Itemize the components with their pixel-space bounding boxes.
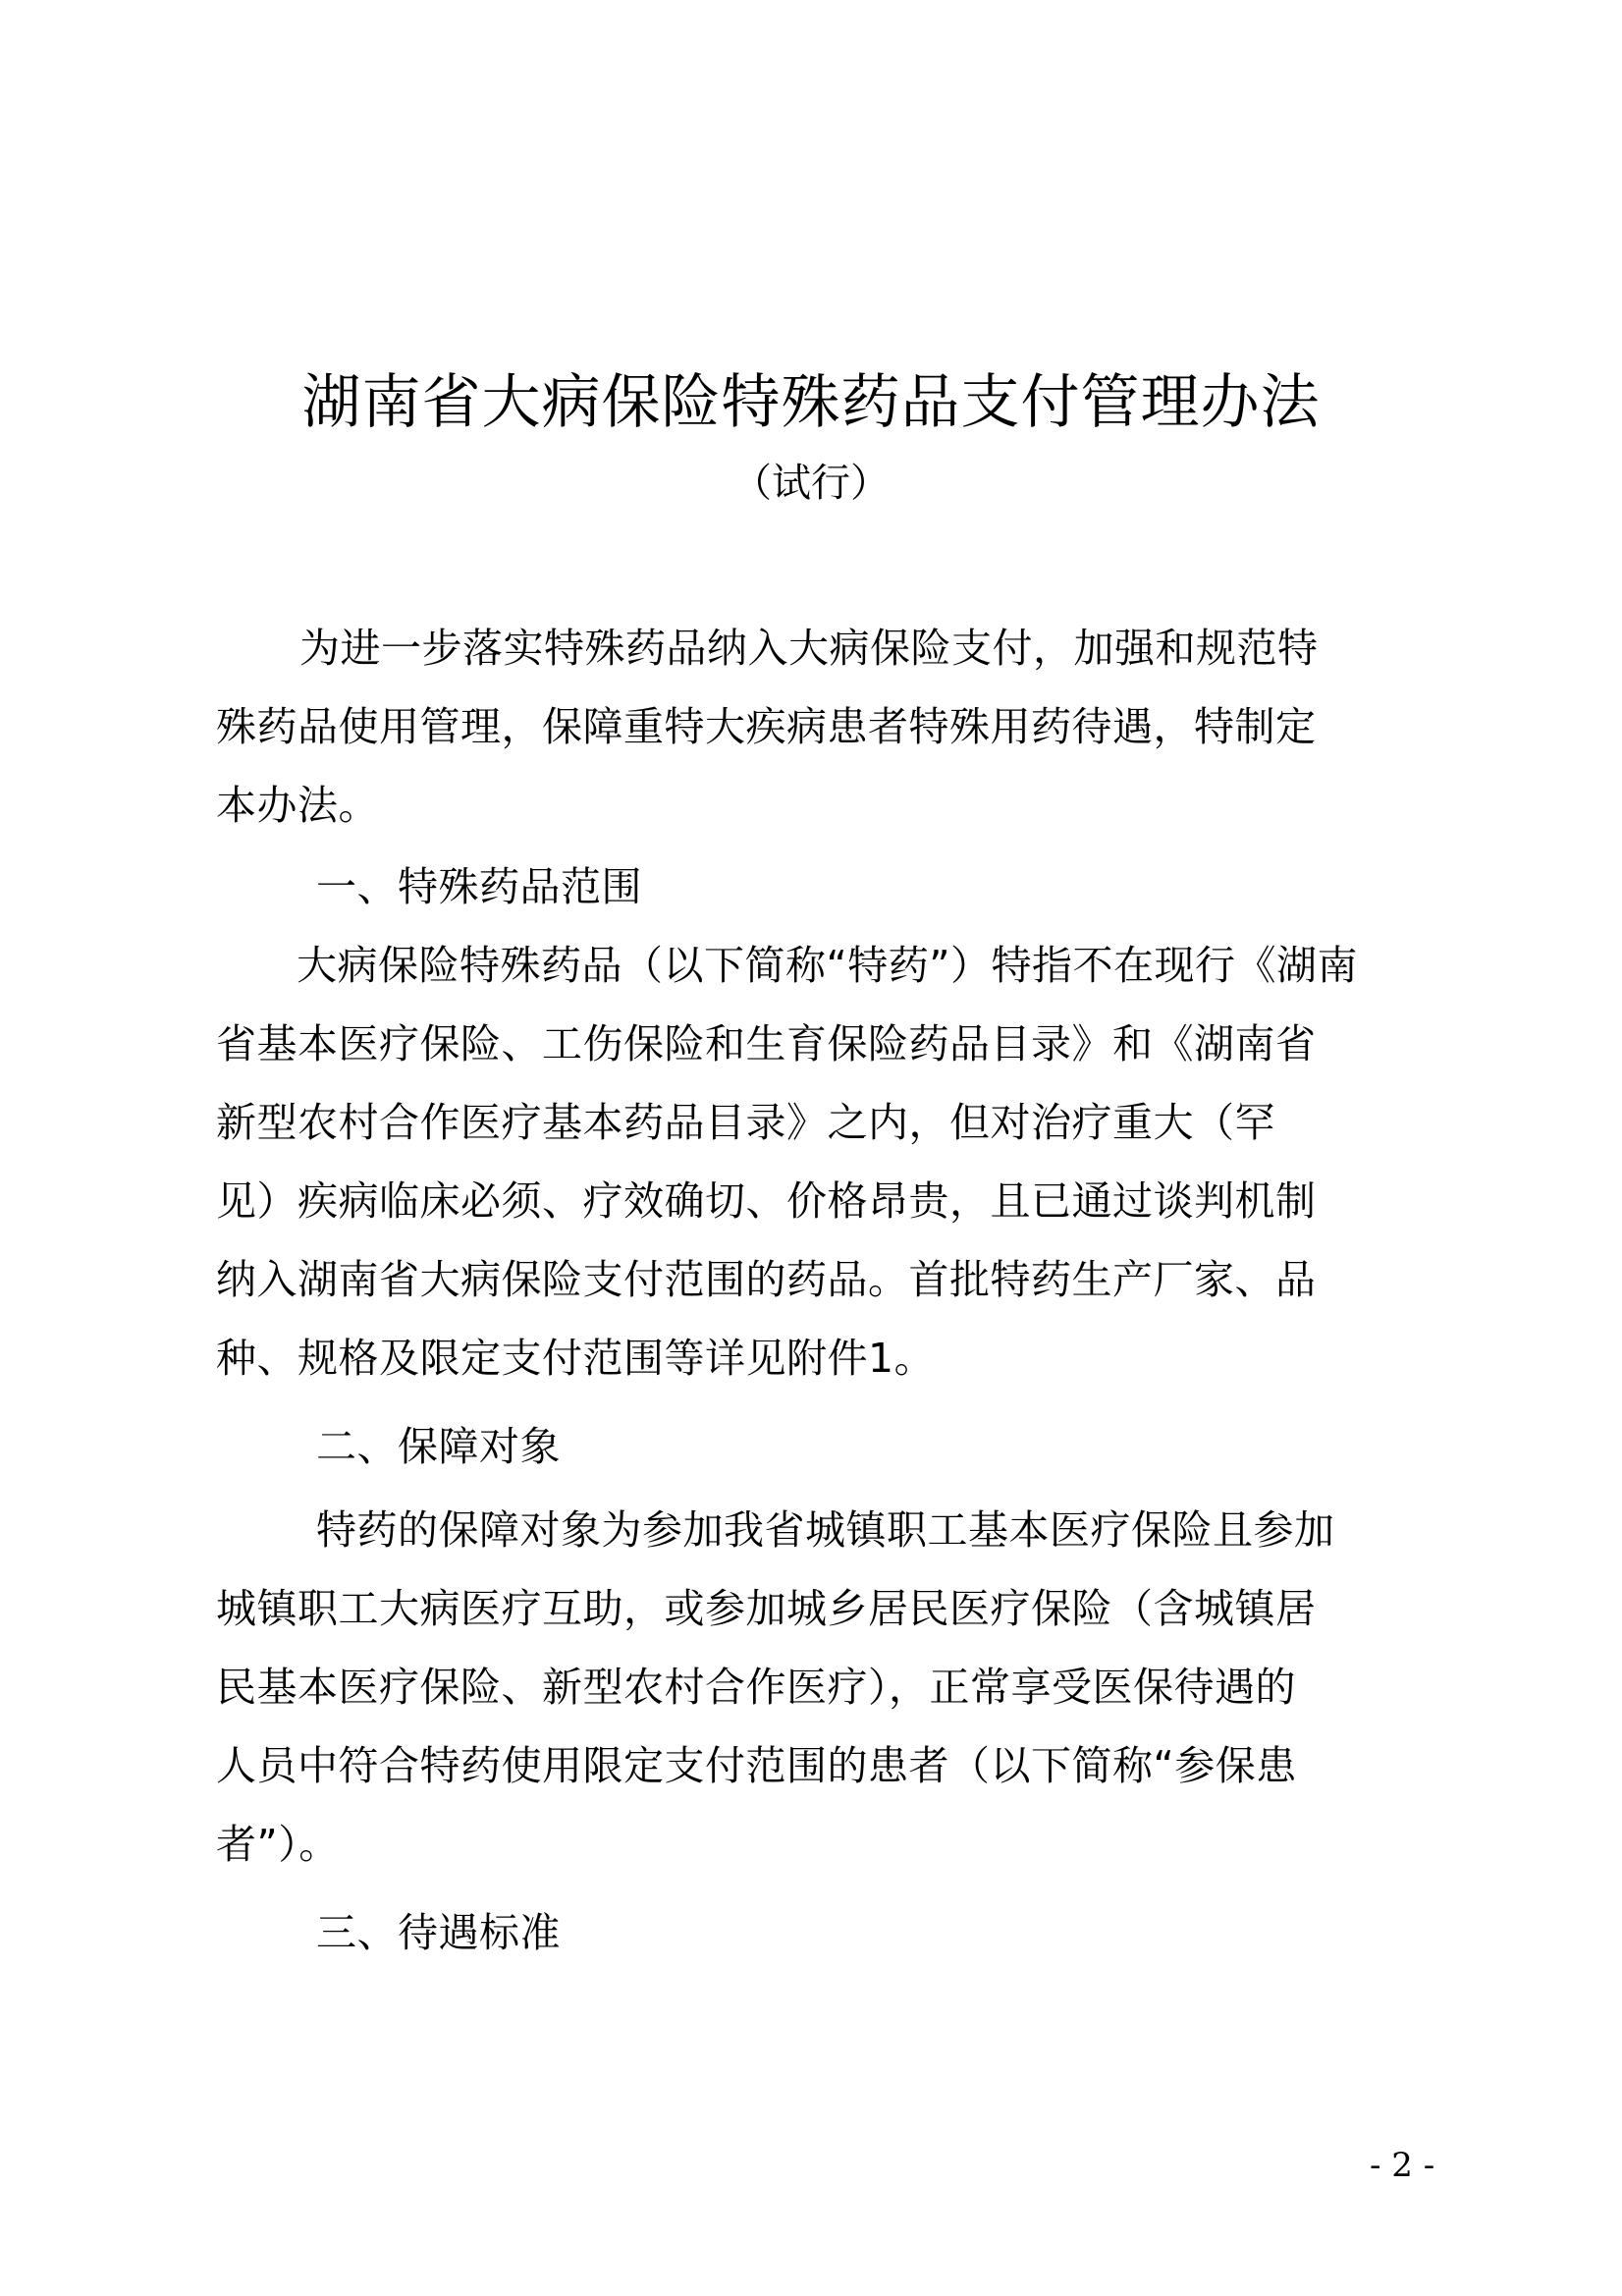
paragraph-line: 者”）。 — [216, 1821, 340, 1868]
paragraph-line: 殊药品使用管理，保障重特大疾病患者特殊用药待遇，特制定 — [216, 703, 1317, 750]
paragraph-line: 本办法。 — [216, 782, 379, 829]
paragraph-line: 省基本医疗保险、工伤保险和生育保险药品目录》和《湖南省 — [216, 1020, 1317, 1067]
document-title: 湖南省大病保险特殊药品支付管理办法 — [301, 368, 1321, 437]
page-number: - 2 - — [1370, 2146, 1435, 2185]
section-heading: 二、保障对象 — [316, 1423, 561, 1470]
paragraph-line: 为进一步落实特殊药品纳入大病保险支付，加强和规范特 — [299, 625, 1319, 672]
paragraph-line: 城镇职工大病医疗互助，或参加城乡居民医疗保险（含城镇居 — [216, 1585, 1317, 1632]
document-subtitle: （试行） — [732, 461, 890, 506]
paragraph-line: 民基本医疗保险、新型农村合作医疗），正常享受医保待遇的 — [216, 1664, 1296, 1711]
paragraph-line: 见）疾病临床必须、疗效确切、价格昂贵，且已通过谈判机制 — [216, 1177, 1317, 1225]
paragraph-line: 种、规格及限定支付范围等详见附件1。 — [216, 1335, 936, 1382]
paragraph-line: 人员中符合特药使用限定支付范围的患者（以下简称“参保患 — [216, 1742, 1297, 1789]
paragraph-line: 特药的保障对象为参加我省城镇职工基本医疗保险且参加 — [316, 1506, 1335, 1554]
section-heading: 三、待遇标准 — [316, 1909, 561, 1956]
paragraph-line: 纳入湖南省大病保险支付范围的药品。首批特药生产厂家、品 — [216, 1256, 1317, 1303]
paragraph-line: 大病保险特殊药品（以下简称“特药”）特指不在现行《湖南 — [297, 942, 1358, 989]
paragraph-line: 新型农村合作医疗基本药品目录》之内，但对治疗重大（罕 — [216, 1099, 1275, 1146]
section-heading: 一、特殊药品范围 — [316, 863, 642, 910]
